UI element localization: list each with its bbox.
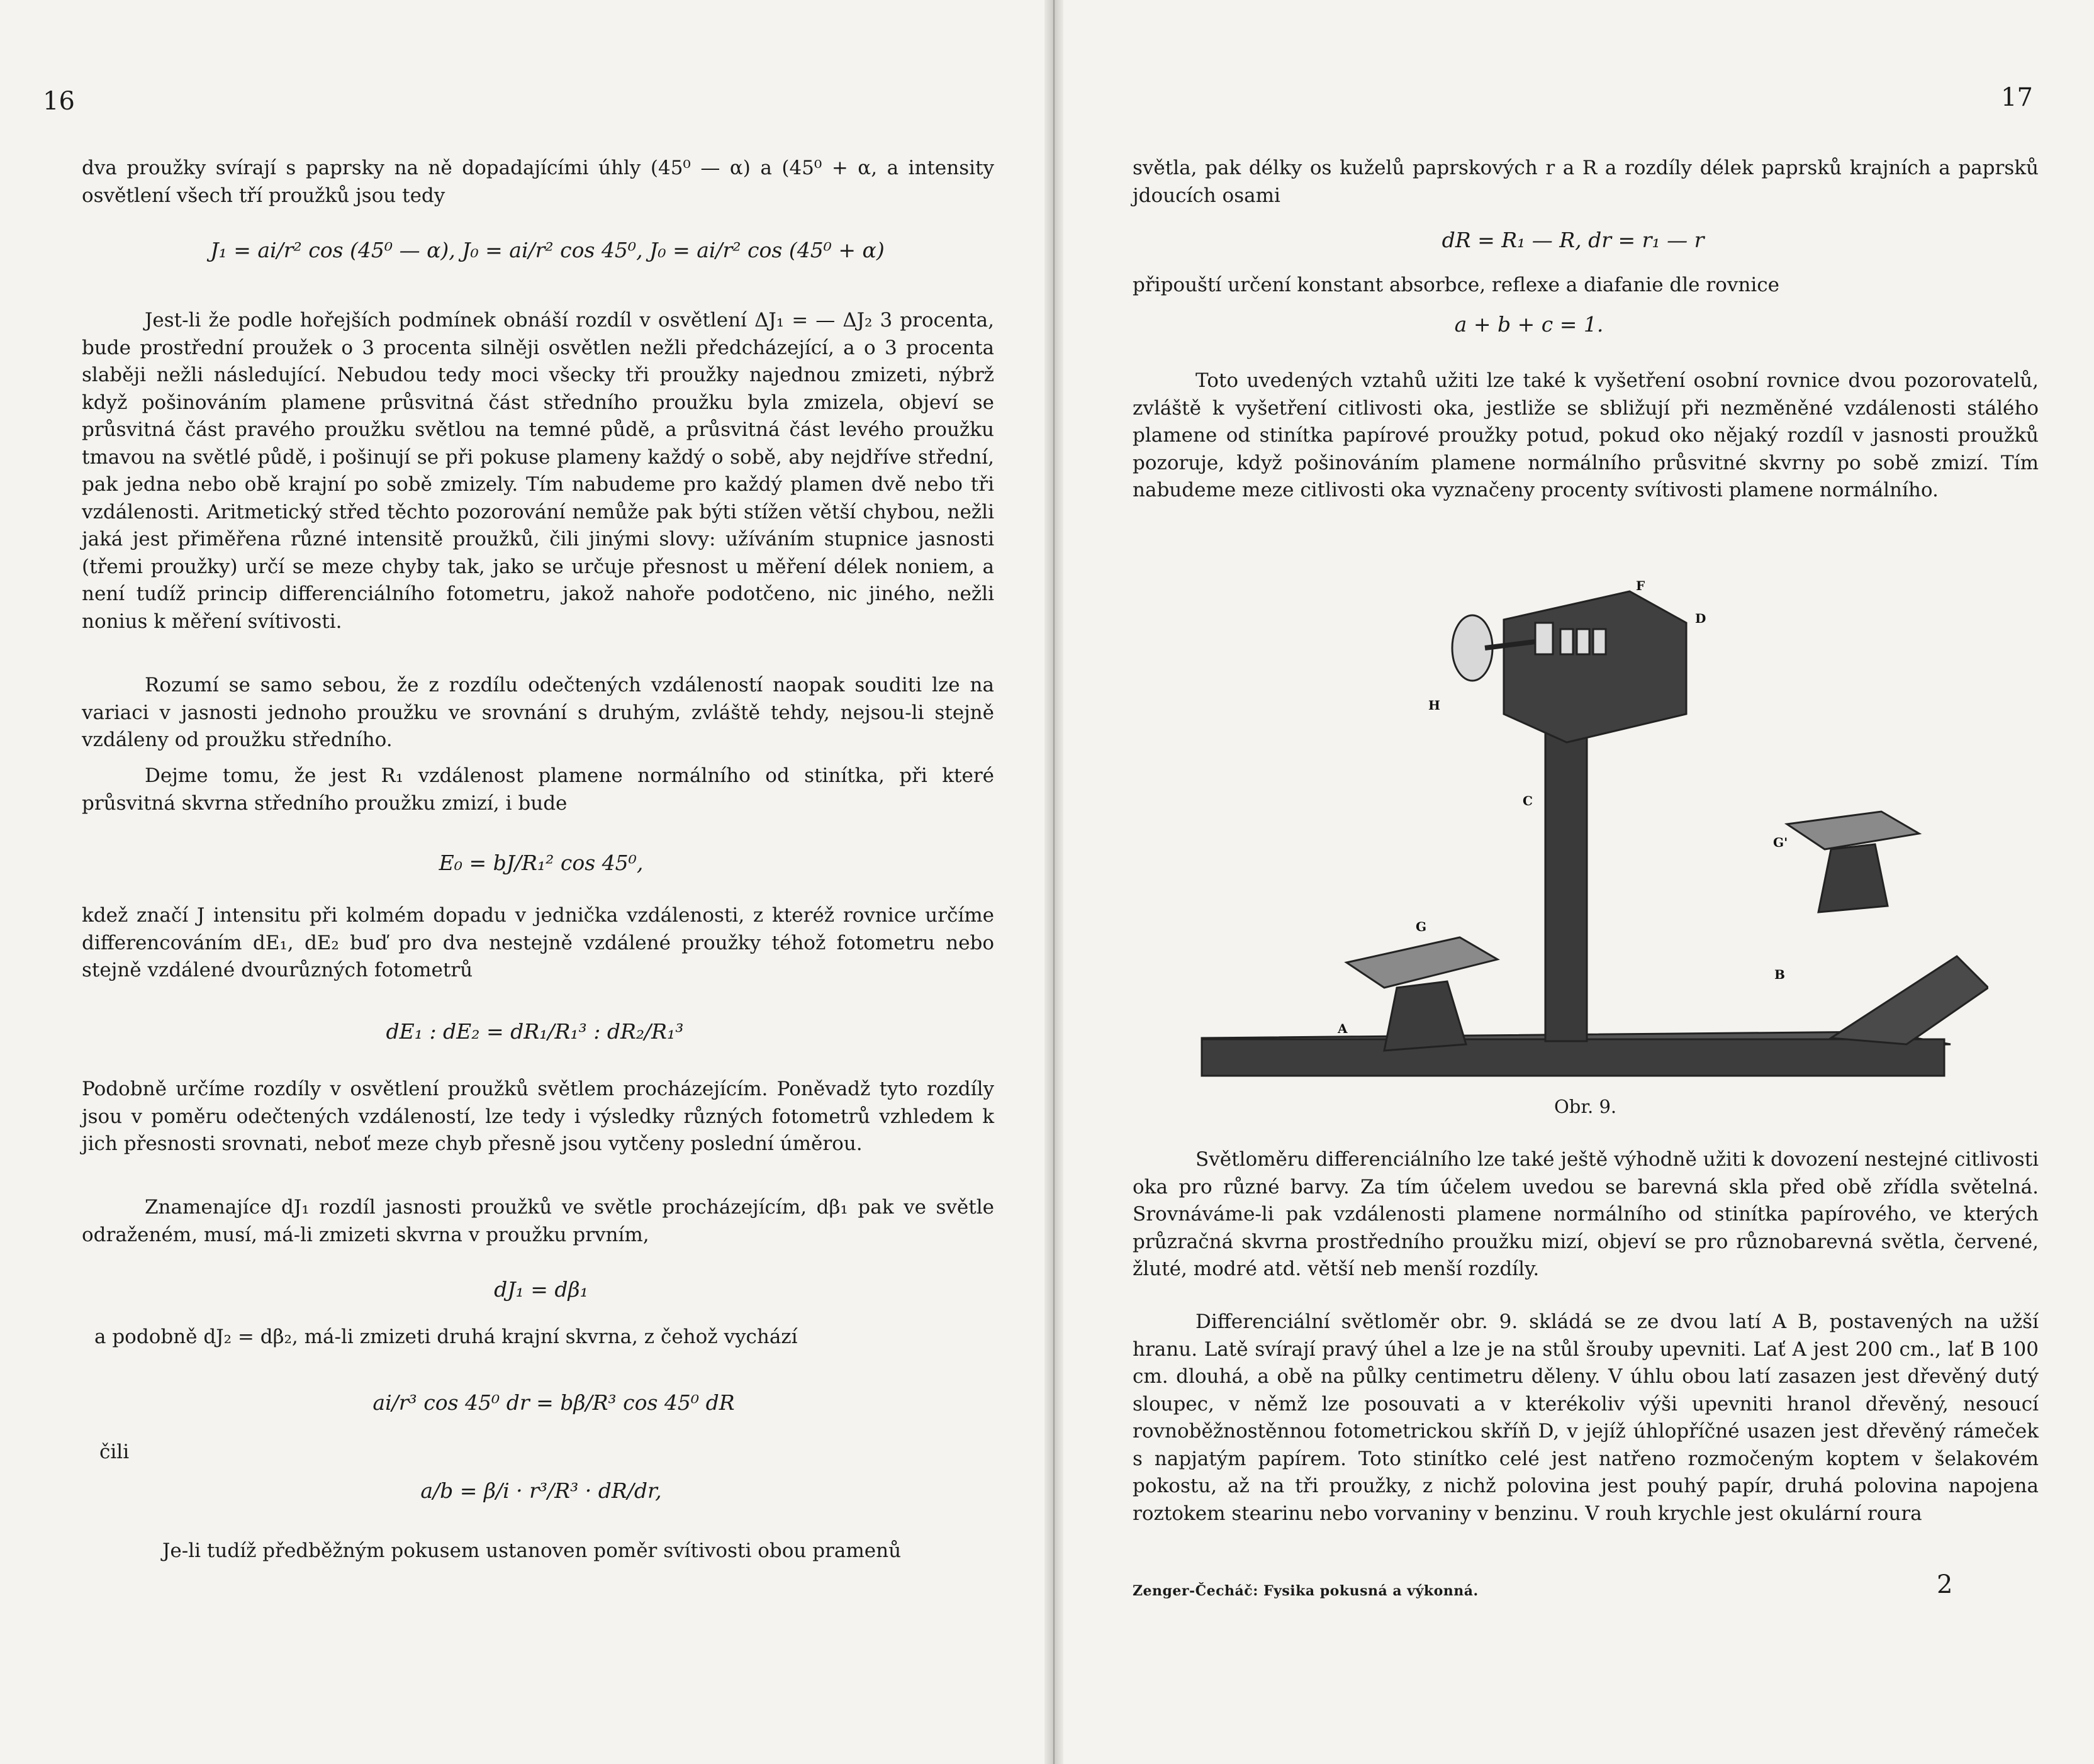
- left-paragraph-6: Podobně určíme rozdíly v osvětlení proužků světlem procházejícím. Poněvadž tyto rozdíly jsou v poměru odečtených vzdáleností, lze tedy i výsledky různých fotometrů vzhledem k jich přesnosti srovnati, neboť meze chyb přesně jsou vytčeny poslední úměrou.: [82, 1078, 994, 1155]
- left-paragraph-4: Dejme tomu, že jest R₁ vzdálenost plamene normálního od stinítka, při které průsvitná skvrna středního proužku zmizí, i bude: [82, 764, 994, 815]
- left-cili-label: čili: [99, 1441, 130, 1463]
- figure-label-gp: G': [1773, 835, 1788, 850]
- figure-label-f: F: [1636, 578, 1645, 593]
- left-paragraph-9: Je-li tudíž předběžným pokusem ustanoven poměr svítivosti obou pramenů: [162, 1539, 902, 1562]
- figure-caption: Obr. 9.: [1554, 1096, 1617, 1117]
- right-paragraph-1: světla, pak délky os kuželů paprskových r a R a rozdíly délek paprsků krajních a paprsků jdoucích osami: [1133, 157, 2039, 207]
- right-formula-2: a + b + c = 1.: [1454, 312, 1604, 337]
- figure-label-g: G: [1416, 919, 1427, 934]
- figure-label-b: B: [1774, 967, 1785, 982]
- stand-gp-top: [1787, 812, 1919, 849]
- left-formula-1: J₁ = ai/r² cos (45⁰ — α), J₀ = ai/r² cos 45⁰, J₀ = ai/r² cos (45⁰ + α): [210, 238, 885, 262]
- box-window-4: [1593, 629, 1606, 654]
- right-paragraph-2: připouští určení konstant absorbce, reflexe a diafanie dle rovnice: [1133, 274, 1779, 296]
- stand-g-top: [1347, 937, 1498, 988]
- right-paragraph-5: Differenciální světloměr obr. 9. skládá se ze dvou latí A B, postavených na užší hranu. Latě svírají pravý úhel a lze je na stůl šrouby upevniti. Lať A jest 200 cm., lať B 100 cm. dlouhá, a obě na půlky centimetru děleny. V úhlu obou latí zasazen jest dřevěný dutý sloupec, v němž lze posouvati a v kterékoliv výši upevniti hranol dřevěný, nesoucí rovnoběžnostěnnou fotometrickou skříň D, v jejíž úhlopříčné usazen jest dřevěný rámeček s napjatým papírem. Toto stinítko celé jest natřeno rozmočeným koptem v šelakovém pokostu, až na tři proužky, z nichž polovina jest pouhý papír, druhá polovina napojena roztokem stearinu nebo vorvaniny v benzinu. V rouh krychle jest okulární roura: [1133, 1310, 2039, 1525]
- left-formula-6: a/b = β/i · r³/R³ · dR/dr,: [420, 1478, 662, 1503]
- left-paragraph-5: kdež značí J intensitu při kolmém dopadu v jednička vzdálenosti, z kteréž rovnice určíme differencováním dE₁, dE₂ buď pro dva nestejně vzdálené proužky téhož fotometru nebo stejně vzdálené dvourůzných fotometrů: [82, 904, 994, 981]
- left-formula-4: dJ₁ = dβ₁: [494, 1277, 588, 1302]
- stand-gp-base: [1818, 844, 1888, 912]
- photometer-box-d: [1504, 591, 1686, 742]
- page-number-right: 17: [2001, 83, 2033, 112]
- figure-label-c: C: [1523, 793, 1533, 808]
- figure-label-d: D: [1695, 611, 1706, 626]
- differential-photometer-figure: [1195, 554, 1988, 1107]
- right-paragraph-4: Světloměru differenciálního lze také ještě výhodně užiti k dovození nestejné citlivosti oka pro různé barvy. Za tím účelem uvedou se barevná skla před obě zřídla světelná. Srovnáváme-li pak vzdálenosti plamene normálního od stinítka papírového, ve kterých průzračná skvrna prostředního proužku mizí, objeví se pro různobarevná světla, červené, žluté, modré atd. větší neb menší rozdíly.: [1133, 1148, 2039, 1280]
- column-c: [1545, 708, 1587, 1041]
- left-paragraph-2: Jest-li že podle hořejších podmínek obnáší rozdíl v osvětlení ΔJ₁ = — ΔJ₂ 3 procenta, bude prostřední proužek o 3 procenta silněji osvětlen nežli předcházející, a o 3 procenta slaběji nežli následující. Nebudou tedy moci všecky tři proužky najednou zmizeti, nýbrž když pošinováním plamene průsvitná část středního proužku byla zmizela, objeví se průsvitná část pravého proužku světlou na temné půdě, a průsvitná část levého proužku tmavou na světlé půdě, i pošinují se při pokuse plameny každý o sobě, aby nejdříve střední, pak jedna nebo obě krajní po sobě zmizely. Tím nabudeme pro každý plamen dvě nebo tři vzdálenosti. Aritmetický střed těchto pozorování nemůže pak býti stížen větší chybou, nežli jaká jest přiměřena různé intensitě proužků, čili jinými slovy: užíváním stupnice jasnosti (třemi proužky) určí se meze chyby tak, jako se určuje přesnost u měření délek noniem, a není tudíž princip differenciálního fotometru, jakož nahoře podotčeno, nic jiného, nežli nonius k měření svítivosti.: [82, 309, 994, 633]
- box-window-2: [1560, 629, 1573, 654]
- right-formula-1: dR = R₁ — R, dr = r₁ — r: [1442, 228, 1705, 252]
- left-paragraph-3: Rozumí se samo sebou, že z rozdílu odečtených vzdáleností naopak souditi lze na variaci v jasnosti jednoho proužku ve srovnání s druhým, zvláště tehdy, nejsou-li stejně vzdáleny od proužku středního.: [82, 674, 994, 751]
- left-paragraph-8: a podobně dJ₂ = dβ₂, má-li zmizeti druhá krajní skvrna, z čehož vychází: [94, 1326, 798, 1348]
- signature-mark: 2: [1937, 1570, 1953, 1599]
- rail-a-body: [1202, 1039, 1944, 1076]
- page-footer-book-title: Zenger-Čecháč: Fysika pokusná a výkonná.: [1133, 1583, 1479, 1599]
- left-paragraph-1: dva proužky svírají s paprsky na ně dopadajícími úhly (45⁰ — α) a (45⁰ + α, a intensity osvětlení všech tří proužků jsou tedy: [82, 157, 994, 207]
- right-paragraph-3: Toto uvedených vztahů užiti lze také k vyšetření osobní rovnice dvou pozorovatelů, zvláště k vyšetření citlivosti oka, jestliže se sbližují při nezměněné vzdálenosti stálého plamene od stinítka papírové proužky potud, pokud oko nějaký rozdíl v jasnosti proužků pozoruje, když pošinováním plamene normálního průsvitné skvrny po sobě zmizí. Tím nabudeme meze citlivosti oka vyznačeny procenty svítivosti plamene normálního.: [1133, 369, 2039, 501]
- left-formula-3: dE₁ : dE₂ = dR₁/R₁³ : dR₂/R₁³: [386, 1019, 684, 1044]
- figure-label-a: A: [1338, 1021, 1348, 1036]
- right-page: [1057, 0, 2094, 1764]
- stand-g-base: [1384, 981, 1466, 1051]
- box-window-3: [1577, 629, 1589, 654]
- box-window-1: [1535, 623, 1553, 654]
- page-number-left: 16: [43, 87, 75, 116]
- left-formula-5: ai/r³ cos 45⁰ dr = bβ/R³ cos 45⁰ dR: [372, 1390, 735, 1415]
- rail-b: [1831, 956, 1988, 1044]
- figure-label-h: H: [1428, 698, 1440, 713]
- left-paragraph-7: Znamenajíce dJ₁ rozdíl jasnosti proužků ve světle procházejícím, dβ₁ pak ve světle odraženém, musí, má-li zmizeti skvrna v proužku prvním,: [82, 1196, 994, 1246]
- left-formula-2: E₀ = bJ/R₁² cos 45⁰,: [439, 851, 644, 875]
